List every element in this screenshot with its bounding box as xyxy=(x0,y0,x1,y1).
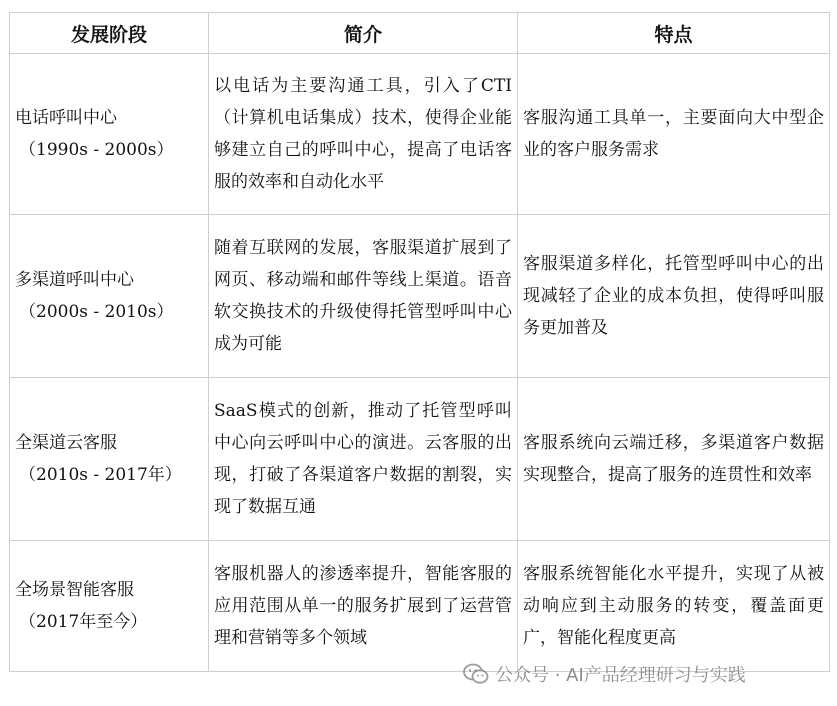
intro-cell: 客服机器人的渗透率提升，智能客服的应用范围从单一的服务扩展到了运营管理和营销等多个领域 xyxy=(209,541,518,672)
features-cell: 客服系统智能化水平提升，实现了从被动响应到主动服务的转变，覆盖面更广，智能化程度更高 xyxy=(518,541,830,672)
table-row xyxy=(10,378,830,541)
features-cell: 客服系统向云端迁移，多渠道客户数据实现整合，提高了服务的连贯性和效率 xyxy=(518,378,830,541)
stage-name: 全场景智能客服 xyxy=(15,580,134,600)
table-row xyxy=(10,215,830,378)
stage-name: 全渠道云客服 xyxy=(15,433,117,453)
stage-period: （2017年至今） xyxy=(19,612,148,632)
intro-cell: SaaS模式的创新，推动了托管型呼叫中心向云呼叫中心的演进。云客服的出现，打破了各渠道客户数据的割裂，实现了数据互通 xyxy=(209,378,518,541)
features-cell: 客服沟通工具单一，主要面向大中型企业的客户服务需求 xyxy=(518,54,830,215)
stage-cell xyxy=(10,215,209,378)
stage-cell xyxy=(10,541,209,672)
stage-name: 电话呼叫中心 xyxy=(15,108,117,128)
stages-table xyxy=(9,12,830,672)
stage-name: 多渠道呼叫中心 xyxy=(15,270,134,290)
stage-period: （2010s - 2017年） xyxy=(19,465,182,485)
header-stage: 发展阶段 xyxy=(10,13,209,54)
watermark-text: 公众号 · AI产品经理研习与实践 xyxy=(495,665,746,686)
table-header-row xyxy=(10,13,830,54)
stage-cell xyxy=(10,378,209,541)
stage-period: （2000s - 2010s） xyxy=(19,302,174,322)
header-features: 特点 xyxy=(518,13,830,54)
features-cell: 客服渠道多样化，托管型呼叫中心的出现减轻了企业的成本负担，使得呼叫服务更加普及 xyxy=(518,215,830,378)
table-row xyxy=(10,541,830,672)
header-intro: 简介 xyxy=(209,13,518,54)
watermark xyxy=(463,660,746,688)
stage-period: （1990s - 2000s） xyxy=(19,140,174,160)
stage-cell xyxy=(10,54,209,215)
intro-cell: 随着互联网的发展，客服渠道扩展到了网页、移动端和邮件等线上渠道。语音软交换技术的升级使得托管型呼叫中心成为可能 xyxy=(209,215,518,378)
table-row xyxy=(10,54,830,215)
intro-cell: 以电话为主要沟通工具，引入了CTI（计算机电话集成）技术，使得企业能够建立自己的呼叫中心，提高了电话客服的效率和自动化水平 xyxy=(209,54,518,215)
wechat-icon xyxy=(463,663,489,685)
